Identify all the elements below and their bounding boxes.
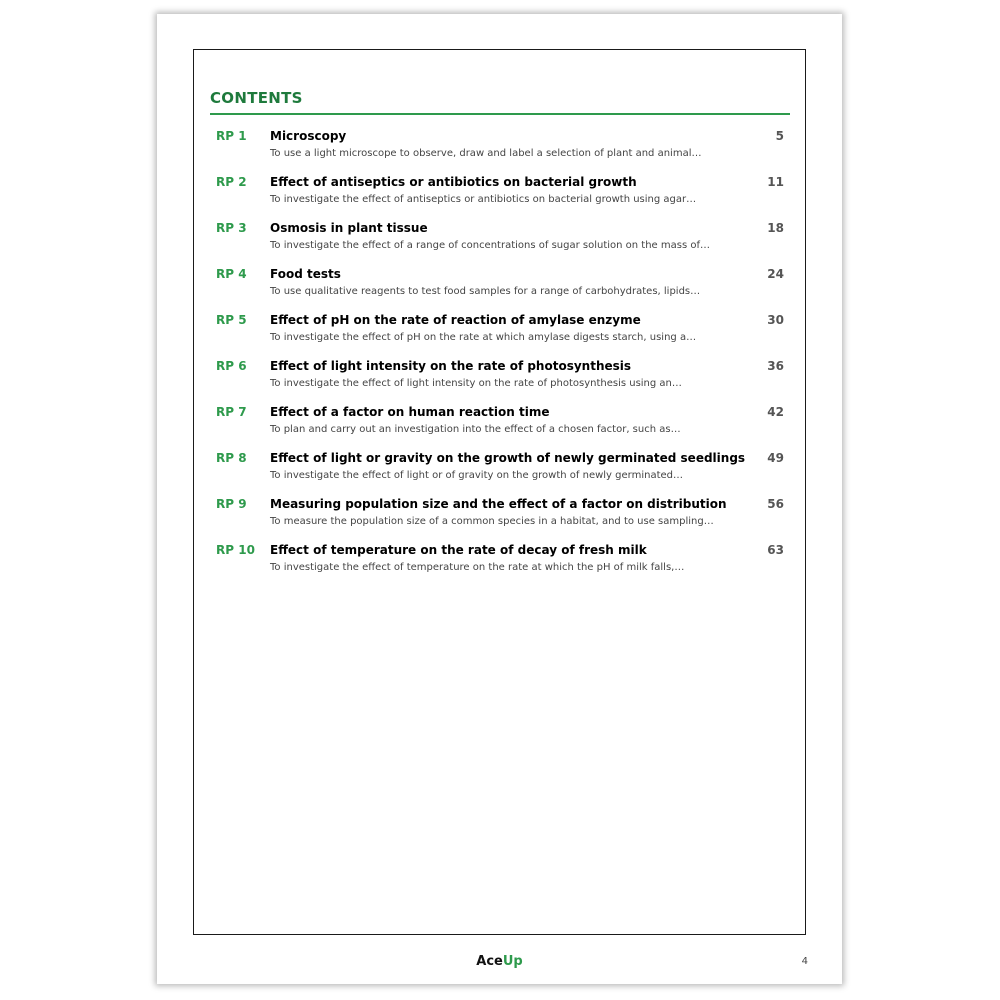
toc-entry-title: Effect of antiseptics or antibiotics on bacterial growth bbox=[270, 175, 637, 189]
brand-logo-ace: Ace bbox=[476, 954, 503, 969]
content-frame bbox=[193, 49, 806, 935]
toc-entry-rp10[interactable] bbox=[210, 542, 790, 576]
toc-entry-body bbox=[270, 266, 790, 300]
toc-entry-page: 56 bbox=[767, 497, 784, 511]
toc-entry-page: 36 bbox=[767, 359, 784, 373]
toc-entry-body bbox=[270, 404, 790, 438]
toc-entry-number: RP 5 bbox=[216, 313, 247, 327]
toc-entry-rp4[interactable] bbox=[210, 266, 790, 300]
heading-divider bbox=[210, 113, 790, 115]
toc-entry-rp9[interactable] bbox=[210, 496, 790, 530]
toc-entry-description: To investigate the effect of pH on the rate at which amylase digests starch, using a… bbox=[270, 332, 697, 343]
page-number: 4 bbox=[801, 956, 808, 967]
toc-entry-description: To use qualitative reagents to test food samples for a range of carbohydrates, lipids… bbox=[270, 286, 701, 297]
toc-entry-body bbox=[270, 312, 790, 346]
toc-entry-title: Effect of temperature on the rate of decay of fresh milk bbox=[270, 543, 647, 557]
toc-entry-body bbox=[270, 496, 790, 530]
toc-entry-rp6[interactable] bbox=[210, 358, 790, 392]
toc-entry-body bbox=[270, 174, 790, 208]
toc-entry-rp5[interactable] bbox=[210, 312, 790, 346]
table-of-contents bbox=[210, 128, 790, 588]
toc-entry-page: 24 bbox=[767, 267, 784, 281]
toc-entry-description: To investigate the effect of light intensity on the rate of photosynthesis using an… bbox=[270, 378, 682, 389]
toc-entry-description: To investigate the effect of temperature on the rate at which the pH of milk falls,… bbox=[270, 562, 685, 573]
toc-entry-title: Effect of a factor on human reaction time bbox=[270, 405, 550, 419]
toc-entry-page: 42 bbox=[767, 405, 784, 419]
toc-entry-number: RP 3 bbox=[216, 221, 247, 235]
toc-entry-number: RP 8 bbox=[216, 451, 247, 465]
toc-entry-number: RP 2 bbox=[216, 175, 247, 189]
toc-entry-title: Effect of light intensity on the rate of photosynthesis bbox=[270, 359, 632, 373]
toc-entry-description: To investigate the effect of light or of gravity on the growth of newly germinated… bbox=[270, 470, 683, 481]
toc-entry-description: To measure the population size of a common species in a habitat, and to use sampling… bbox=[270, 516, 714, 527]
toc-entry-number: RP 4 bbox=[216, 267, 247, 281]
toc-entry-page: 5 bbox=[775, 129, 784, 143]
toc-entry-page: 30 bbox=[767, 313, 784, 327]
toc-entry-description: To investigate the effect of antiseptics or antibiotics on bacterial growth using agar… bbox=[270, 194, 697, 205]
toc-entry-description: To use a light microscope to observe, draw and label a selection of plant and animal… bbox=[270, 148, 702, 159]
toc-entry-rp2[interactable] bbox=[210, 174, 790, 208]
toc-entry-description: To plan and carry out an investigation into the effect of a chosen factor, such as… bbox=[270, 424, 681, 435]
document-page bbox=[157, 14, 842, 984]
toc-entry-number: RP 10 bbox=[216, 543, 255, 557]
toc-entry-page: 18 bbox=[767, 221, 784, 235]
toc-entry-rp8[interactable] bbox=[210, 450, 790, 484]
toc-entry-number: RP 6 bbox=[216, 359, 247, 373]
toc-entry-body bbox=[270, 542, 790, 576]
brand-logo bbox=[157, 954, 842, 969]
toc-entry-title: Effect of light or gravity on the growth of newly germinated seedlings bbox=[270, 451, 746, 465]
toc-entry-body bbox=[270, 450, 790, 484]
toc-entry-rp7[interactable] bbox=[210, 404, 790, 438]
toc-entry-title: Food tests bbox=[270, 267, 341, 281]
toc-entry-description: To investigate the effect of a range of concentrations of sugar solution on the mass of… bbox=[270, 240, 710, 251]
brand-logo-up: Up bbox=[502, 954, 523, 969]
toc-entry-page: 11 bbox=[767, 175, 784, 189]
toc-entry-page: 49 bbox=[767, 451, 784, 465]
toc-entry-title: Microscopy bbox=[270, 129, 347, 143]
toc-entry-number: RP 9 bbox=[216, 497, 247, 511]
toc-entry-number: RP 1 bbox=[216, 129, 247, 143]
toc-entry-body bbox=[270, 220, 790, 254]
toc-entry-rp3[interactable] bbox=[210, 220, 790, 254]
toc-entry-title: Effect of pH on the rate of reaction of amylase enzyme bbox=[270, 313, 641, 327]
toc-entry-rp1[interactable] bbox=[210, 128, 790, 162]
toc-entry-number: RP 7 bbox=[216, 405, 247, 419]
toc-entry-body bbox=[270, 128, 790, 162]
contents-heading: CONTENTS bbox=[210, 89, 303, 107]
toc-entry-title: Measuring population size and the effect of a factor on distribution bbox=[270, 497, 727, 511]
toc-entry-title: Osmosis in plant tissue bbox=[270, 221, 428, 235]
toc-entry-page: 63 bbox=[767, 543, 784, 557]
toc-entry-body bbox=[270, 358, 790, 392]
